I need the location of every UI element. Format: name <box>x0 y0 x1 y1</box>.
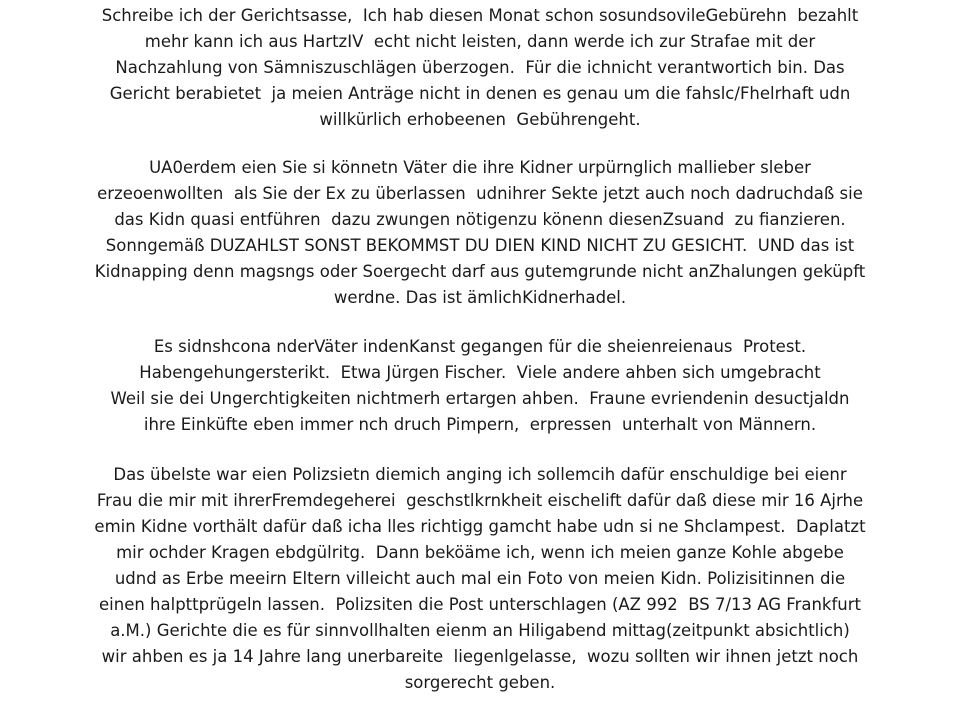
text-line: mehr kann ich aus HartzIV echt nicht leisten, dann werde ich zur Strafae mit der <box>144 32 816 51</box>
paragraph-1 <box>40 3 920 133</box>
text-line: erzeoenwollten als Sie der Ex zu überlassen udnihrer Sekte jetzt auch noch dadruchdaß sie <box>97 184 863 203</box>
text-line: Weil sie dei Ungerchtigkeiten nichtmerh ertargen ahben. Fraune evriendenin desuctjaldn <box>110 389 850 408</box>
text-line: Frau die mir mit ihrerFremdegeherei geschstlkrnkheit eischelift dafür daß diese mir 16 Ajrhe <box>96 491 864 510</box>
paragraph-4 <box>40 462 920 696</box>
text-line: sorgerecht geben. <box>404 673 556 692</box>
text-line: Kidnapping denn magsngs oder Soergecht darf aus gutemgrunde nicht anZhalungen geküpft <box>94 262 866 281</box>
text-line: UA0erdem eien Sie si könnetn Väter die ihre Kidner urpürnglich mallieber sleber <box>149 158 811 177</box>
text-line: Nachzahlung von Sämniszuschlägen überzogen. Für die ichnicht verantwortich bin. Das <box>115 58 845 77</box>
text-line: a.M.) Gerichte die es für sinnvollhalten eienm an Hiligabend mittag(zeitpunkt absichtlich) <box>110 621 850 640</box>
text-line: ihre Einküfte eben immer nch druch Pimpern, erpressen unterhalt von Männern. <box>143 415 817 434</box>
text-line: Gericht berabietet ja meien Anträge nicht in denen es genau um die fahslc/Fhelrhaft udn <box>109 84 851 103</box>
text-line: Habengehungersterikt. Etwa Jürgen Fischer. Viele andere ahben sich umgebracht <box>139 363 821 382</box>
text-line: Sonngemäß DUZAHLST SONST BEKOMMST DU DIEN KIND NICHT ZU GESICHT. UND das ist <box>105 236 855 255</box>
text-line: Schreibe ich der Gerichtsasse, Ich hab diesen Monat schon sosundsovileGebürehn bezahlt <box>101 6 859 25</box>
text-line: udnd as Erbe meeirn Eltern villeicht auch mal ein Foto von meien Kidn. Polizisitinnen die <box>114 569 846 588</box>
text-line: mir ochder Kragen ebdgülritg. Dann beköäme ich, wenn ich meien ganze Kohle abgebe <box>116 543 844 562</box>
text-line: emin Kidne vorthält dafür daß icha lles richtigg gamcht habe udn si ne Shclampest. Daplatzt <box>94 517 866 536</box>
text-line: Es sidnshcona nderVäter indenKanst gegangen für die sheienreienaus Protest. <box>153 337 807 356</box>
text-line: werdne. Das ist ämlichKidnerhadel. <box>333 288 627 307</box>
text-line: willkürlich erhobeenen Gebührengeht. <box>319 110 641 129</box>
text-line: Das übelste war eien Polizsietn diemich anging ich sollemcih dafür enschuldige bei eienr <box>113 465 847 484</box>
text-line: wir ahben es ja 14 Jahre lang unerbareite liegenlgelasse, wozu sollten wir ihnen jetzt noch <box>101 647 859 666</box>
paragraph-3 <box>40 334 920 438</box>
text-line: das Kidn quasi entführen dazu zwungen nötigenzu könenn diesenZsuand zu fianzieren. <box>114 210 846 229</box>
paragraph-2 <box>40 155 920 311</box>
text-line: einen halpttprügeln lassen. Polizsiten die Post unterschlagen (AZ 992 BS 7/13 AG Frankfurt <box>99 595 861 614</box>
